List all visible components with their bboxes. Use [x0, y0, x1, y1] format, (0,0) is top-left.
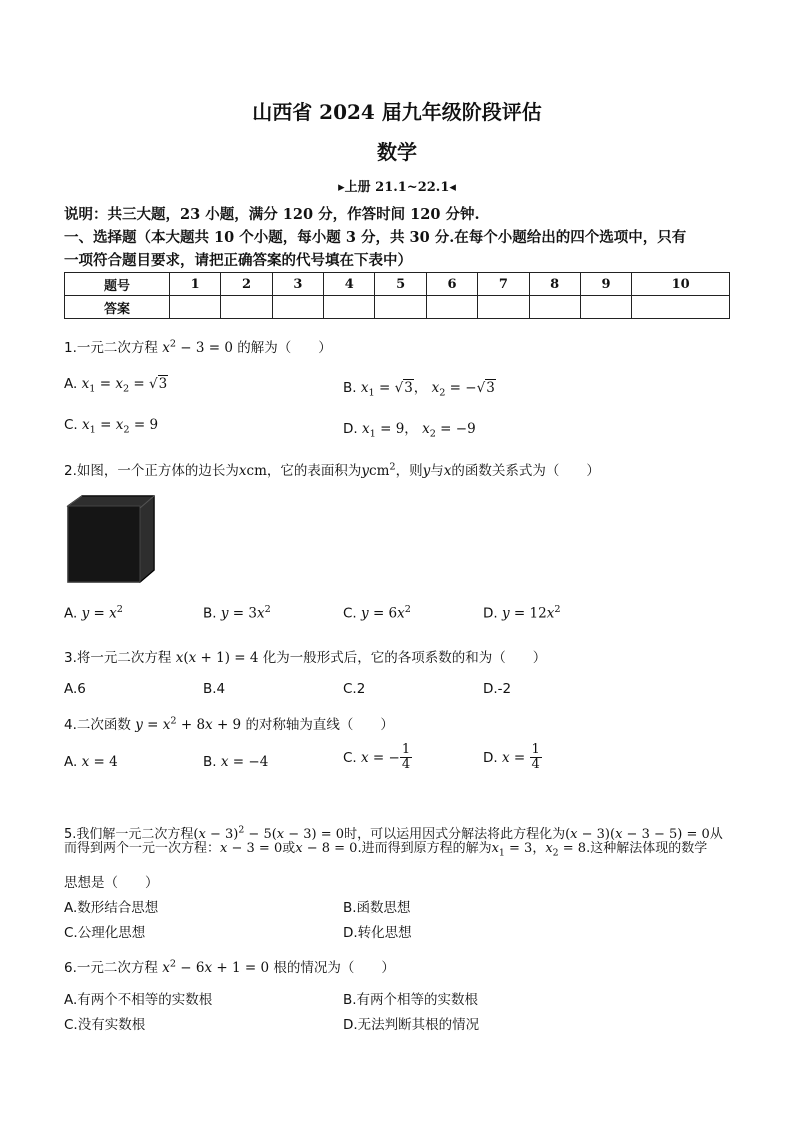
q5-line1: 5.我们解一元二次方程$(x - 3)^2 - 5(x - 3) = 0$时，可以运用因式分解法将此方程化为(x − 3)(x − 3 − 5) = 0从 — [64, 824, 723, 842]
answer-cell[interactable] — [529, 296, 580, 319]
q4-option-b[interactable]: B. x = −4 — [203, 754, 269, 770]
q5-option-b[interactable]: B.函数思想 — [343, 900, 411, 916]
q3-option-a[interactable]: A.6 — [64, 681, 86, 697]
question-number-cell: 10 — [632, 273, 730, 296]
question-number-cell: 4 — [324, 273, 375, 296]
answer-cell[interactable] — [632, 296, 730, 319]
q1-option-b[interactable]: B. $x_1 = √3$， $x_2 = -√3$ — [343, 380, 495, 399]
exam-instructions: 说明：共三大题，23 小题，满分 120 分，作答时间 120 分钟. — [64, 206, 480, 223]
q6-option-c[interactable]: C.没有实数根 — [64, 1017, 146, 1033]
answer-cell[interactable] — [170, 296, 221, 319]
q5-line3: 思想是（ ） — [64, 875, 159, 891]
exam-scope: ▸上册 21.1~22.1◂ — [338, 180, 456, 195]
question-number-cell: 2 — [221, 273, 272, 296]
exam-title: 山西省 2024 届九年级阶段评估 — [252, 100, 542, 124]
q2-option-b[interactable]: B. $y = 3x^2$ — [203, 604, 271, 622]
answer-table — [64, 272, 730, 319]
question-number-cell: 8 — [529, 273, 580, 296]
q2-option-d[interactable]: D. $y = 12x^2$ — [483, 604, 561, 622]
answer-cell[interactable] — [580, 296, 631, 319]
answer-cell[interactable] — [375, 296, 426, 319]
section1-heading-line1: 一、选择题（本大题共 10 个小题，每小题 3 分，共 30 分.在每个小题给出的四个选项中，只有 — [64, 229, 687, 246]
answer-table-row-label: 题号 — [65, 273, 170, 296]
question-number-cell: 9 — [580, 273, 631, 296]
q6-option-d[interactable]: D.无法判断其根的情况 — [343, 1017, 480, 1033]
question-number-cell: 3 — [272, 273, 323, 296]
answer-cell[interactable] — [272, 296, 323, 319]
answer-cell[interactable] — [478, 296, 529, 319]
answer-cell[interactable] — [221, 296, 272, 319]
q4-option-d[interactable]: D. x = $\frac{1}{4}$ — [483, 742, 540, 773]
question-number-cell: 1 — [170, 273, 221, 296]
section1-heading-line2: 一项符合题目要求，请把正确答案的代号填在下表中） — [64, 252, 412, 269]
q6-stem: 6.一元二次方程 $x^2 - 6x + 1 = 0$ 根的情况为（ ） — [64, 958, 395, 976]
answer-table-answer-row — [65, 296, 730, 319]
q3-option-c[interactable]: C.2 — [343, 681, 366, 697]
q2-option-a[interactable]: A. $y = x^2$ — [64, 604, 123, 622]
q2-stem: 2.如图，一个正方体的边长为xcm，它的表面积为ycm$^2$，则y与x的函数关系式为（ ） — [64, 461, 600, 479]
question-number-cell: 6 — [426, 273, 477, 296]
answer-table-header-row — [65, 273, 730, 296]
answer-cell[interactable] — [324, 296, 375, 319]
q5-option-c[interactable]: C.公理化思想 — [64, 925, 146, 941]
q1-option-d[interactable]: D. $x_1 = 9$， $x_2 = -9$ — [343, 421, 476, 440]
q1-stem: 1.一元二次方程 $x^2 - 3 = 0$ 的解为（ ） — [64, 338, 332, 356]
q5-option-d[interactable]: D.转化思想 — [343, 925, 412, 941]
question-number-cell: 5 — [375, 273, 426, 296]
cube-figure — [64, 494, 156, 586]
exam-subject: 数学 — [377, 140, 417, 164]
q5-line2: 而得到两个一元一次方程：x − 3 = 0或x − 8 = 0.进而得到原方程的解为$x_1 = 3$，$x_2 = 8$.这种解法体现的数学 — [64, 841, 708, 859]
question-number-cell: 7 — [478, 273, 529, 296]
q5-option-a[interactable]: A.数形结合思想 — [64, 900, 159, 916]
q3-option-b[interactable]: B.4 — [203, 681, 226, 697]
answer-cell[interactable] — [426, 296, 477, 319]
q4-option-c[interactable]: C. x = − $\frac{1}{4}$ — [343, 742, 411, 773]
q4-stem: 4.二次函数 $y = x^2 + 8x + 9$ 的对称轴为直线（ ） — [64, 715, 394, 733]
q6-option-a[interactable]: A.有两个不相等的实数根 — [64, 992, 213, 1008]
q1-option-a[interactable]: A. $x_1 = x_2 = √3$ — [64, 376, 168, 395]
q3-stem: 3.将一元二次方程 x(x + 1) = 4 化为一般形式后，它的各项系数的和为（ ） — [64, 650, 547, 666]
q2-option-c[interactable]: C. $y = 6x^2$ — [343, 604, 411, 622]
q4-option-a[interactable]: A. x = 4 — [64, 754, 118, 770]
answer-table-row-label: 答案 — [65, 296, 170, 319]
q6-option-b[interactable]: B.有两个相等的实数根 — [343, 992, 479, 1008]
q3-option-d[interactable]: D.-2 — [483, 681, 512, 697]
q1-option-c[interactable]: C. $x_1 = x_2 = 9$ — [64, 417, 159, 436]
